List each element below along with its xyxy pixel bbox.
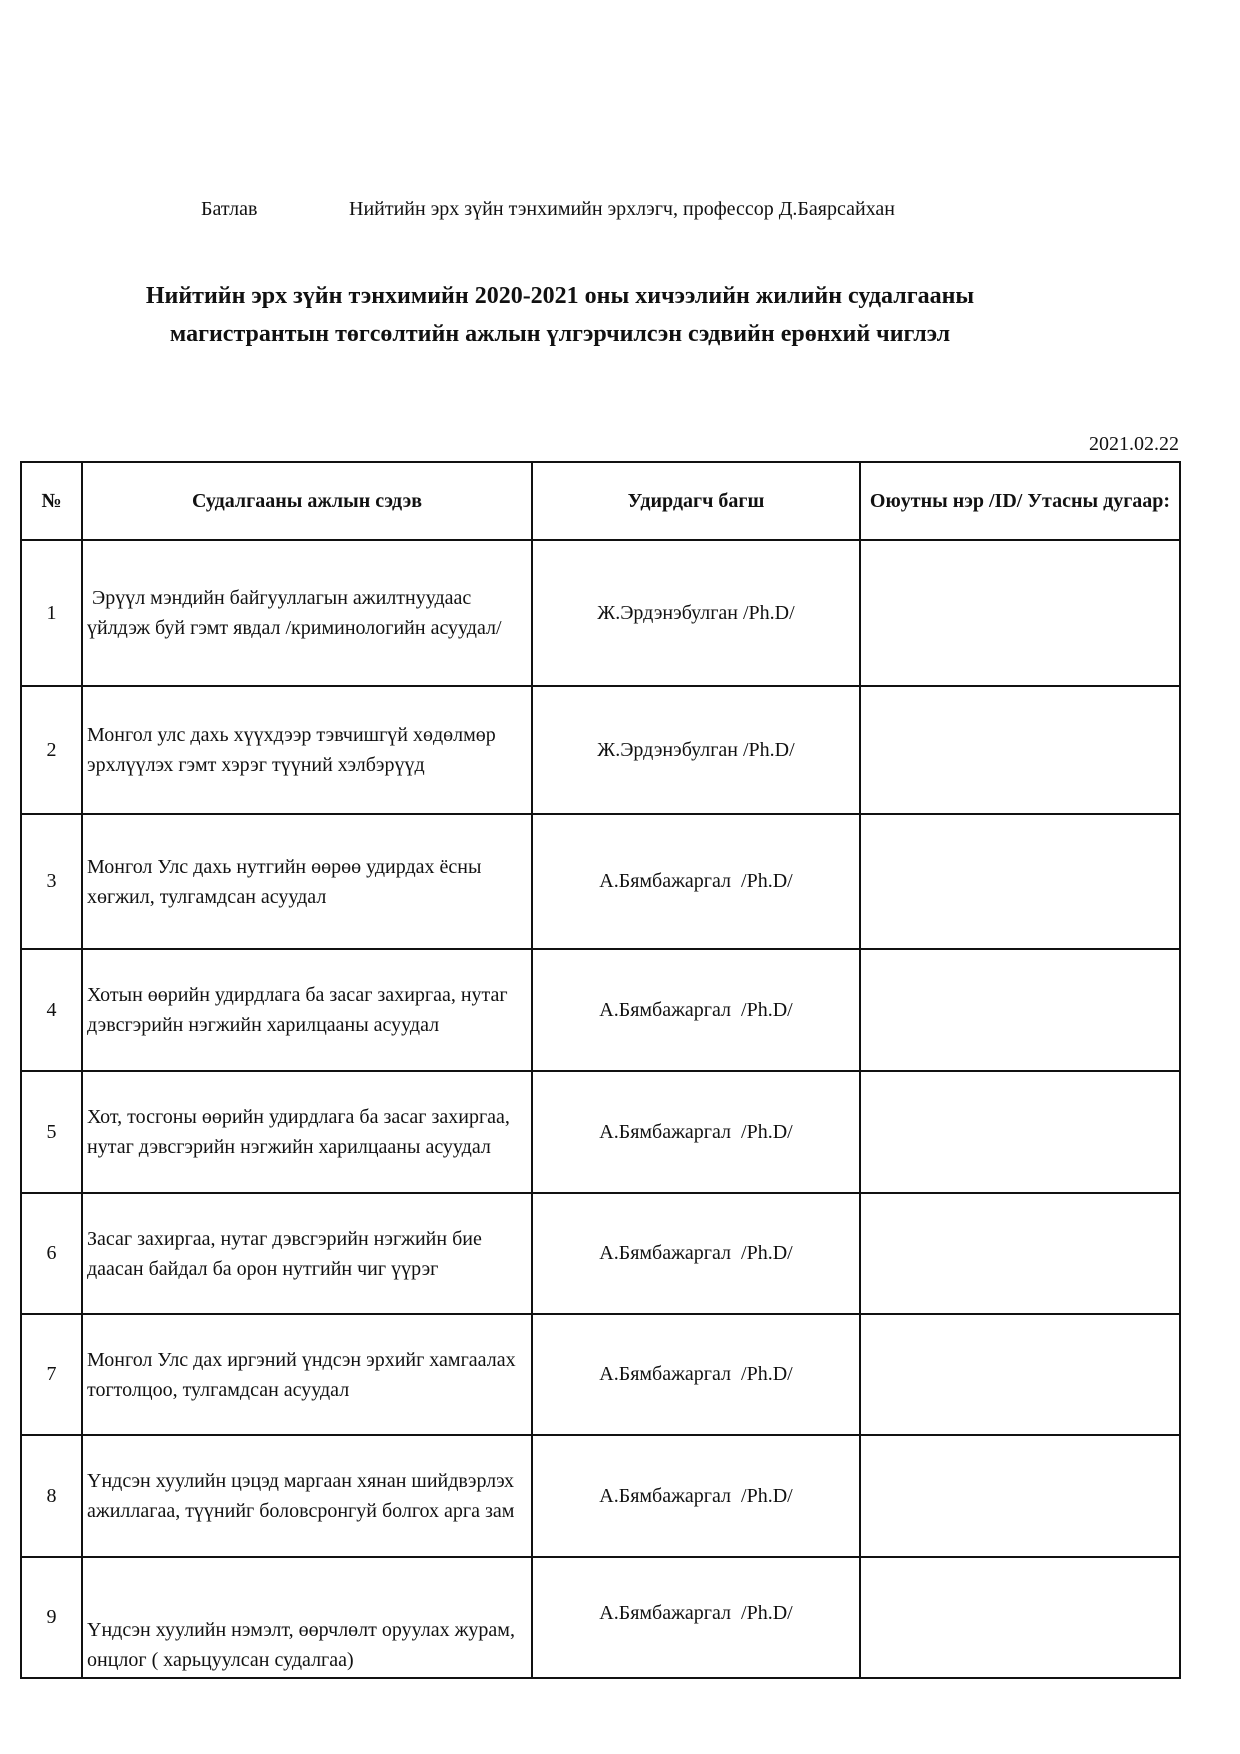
row-topic: Эрүүл мэндийн байгууллагын ажилтнуудаас үйлдэж буй гэмт явдал /криминологийн асуудал/ <box>82 540 532 686</box>
row-supervisor <box>532 1314 860 1435</box>
supervisor-name: А.Бямбажаргал /Ph.D/ <box>599 1602 793 1624</box>
supervisor-name: А.Бямбажаргал /Ph.D/ <box>599 1484 793 1507</box>
approve-label: Батлав <box>201 198 258 220</box>
table-row <box>21 540 1180 686</box>
table-row <box>21 686 1180 814</box>
row-topic: Үндсэн хуулийн цэцэд маргаан хянан шийдвэрлэх ажиллагаа, түүнийг боловсронгуй болгох арга зам <box>82 1435 532 1557</box>
title-line-1: Нийтийн эрх зүйн тэнхимийн 2020-2021 оны хичээлийн жилийн судалгааны <box>145 283 975 309</box>
supervisor-name: А.Бямбажаргал /Ph.D/ <box>599 870 793 892</box>
row-topic: Хотын өөрийн удирдлага ба засаг захиргаа, нутаг дэвсгэрийн нэгжийн харилцааны асуудал <box>82 949 532 1071</box>
row-supervisor <box>532 949 860 1071</box>
row-number: 6 <box>21 1193 82 1314</box>
row-number: 9 <box>21 1557 82 1678</box>
row-student <box>860 1435 1180 1557</box>
column-header-number: № <box>21 462 82 540</box>
row-supervisor <box>532 1071 860 1193</box>
row-supervisor <box>532 814 860 949</box>
row-number: 8 <box>21 1435 82 1557</box>
row-topic: Монгол Улс дах иргэний үндсэн эрхийг хамгаалах тогтолцоо, тулгамдсан асуудал <box>82 1314 532 1435</box>
table-row <box>21 1071 1180 1193</box>
column-header-student: Оюутны нэр /ID/ Утасны дугаар: <box>860 462 1180 540</box>
supervisor-name: Ж.Эрдэнэбулган /Ph.D/ <box>597 601 795 624</box>
row-supervisor <box>532 686 860 814</box>
table-row <box>21 1435 1180 1557</box>
supervisor-name: А.Бямбажаргал /Ph.D/ <box>599 1120 793 1143</box>
title-line-2: магистрантын төгсөлтийн ажлын үлгэрчилсэн сэдвийн ерөнхий чиглэл <box>169 321 951 347</box>
row-student <box>860 814 1180 949</box>
table-row <box>21 949 1180 1071</box>
approver-name: Нийтийн эрх зүйн тэнхимийн эрхлэгч, профессор Д.Баярсайхан <box>349 198 896 220</box>
column-header-supervisor: Удирдагч багш <box>532 462 860 540</box>
supervisor-name: Ж.Эрдэнэбулган /Ph.D/ <box>597 738 795 761</box>
row-number: 3 <box>21 814 82 949</box>
row-topic: Монгол улс дахь хүүхдээр тэвчишгүй хөдөлмөр эрхлүүлэх гэмт хэрэг түүний хэлбэрүүд <box>82 686 532 814</box>
row-student <box>860 540 1180 686</box>
table-row <box>21 814 1180 949</box>
row-topic: Үндсэн хуулийн нэмэлт, өөрчлөлт оруулах журам, онцлог ( харьцуулсан судалгаа) <box>82 1557 532 1678</box>
row-student <box>860 686 1180 814</box>
approval-line <box>0 198 1240 228</box>
row-number: 2 <box>21 686 82 814</box>
topics-table <box>20 461 1181 1679</box>
row-student <box>860 1071 1180 1193</box>
row-supervisor <box>532 1557 860 1678</box>
row-supervisor <box>532 1435 860 1557</box>
row-topic: Засаг захиргаа, нутаг дэвсгэрийн нэгжийн бие даасан байдал ба орон нутгийн чиг үүрэг <box>82 1193 532 1314</box>
document-date: 2021.02.22 <box>1089 433 1179 455</box>
row-student <box>860 1314 1180 1435</box>
row-student <box>860 1193 1180 1314</box>
table-row <box>21 1557 1180 1678</box>
row-student <box>860 1557 1180 1678</box>
table-header-row <box>21 462 1180 540</box>
row-topic: Хот, тосгоны өөрийн удирдлага ба засаг захиргаа, нутаг дэвсгэрийн нэгжийн харилцааны асуудал <box>82 1071 532 1193</box>
row-topic: Монгол Улс дахь нутгийн өөрөө удирдах ёсны хөгжил, тулгамдсан асуудал <box>82 814 532 949</box>
row-number: 5 <box>21 1071 82 1193</box>
row-student <box>860 949 1180 1071</box>
row-supervisor <box>532 540 860 686</box>
supervisor-name: А.Бямбажаргал /Ph.D/ <box>599 1363 793 1385</box>
row-number: 4 <box>21 949 82 1071</box>
table-row <box>21 1314 1180 1435</box>
row-number: 1 <box>21 540 82 686</box>
table-row <box>21 1193 1180 1314</box>
row-supervisor <box>532 1193 860 1314</box>
document-title <box>60 277 1060 353</box>
row-number: 7 <box>21 1314 82 1435</box>
supervisor-name: А.Бямбажаргал /Ph.D/ <box>599 998 793 1021</box>
supervisor-name: А.Бямбажаргал /Ph.D/ <box>599 1242 793 1264</box>
column-header-topic: Судалгааны ажлын сэдэв <box>82 462 532 540</box>
